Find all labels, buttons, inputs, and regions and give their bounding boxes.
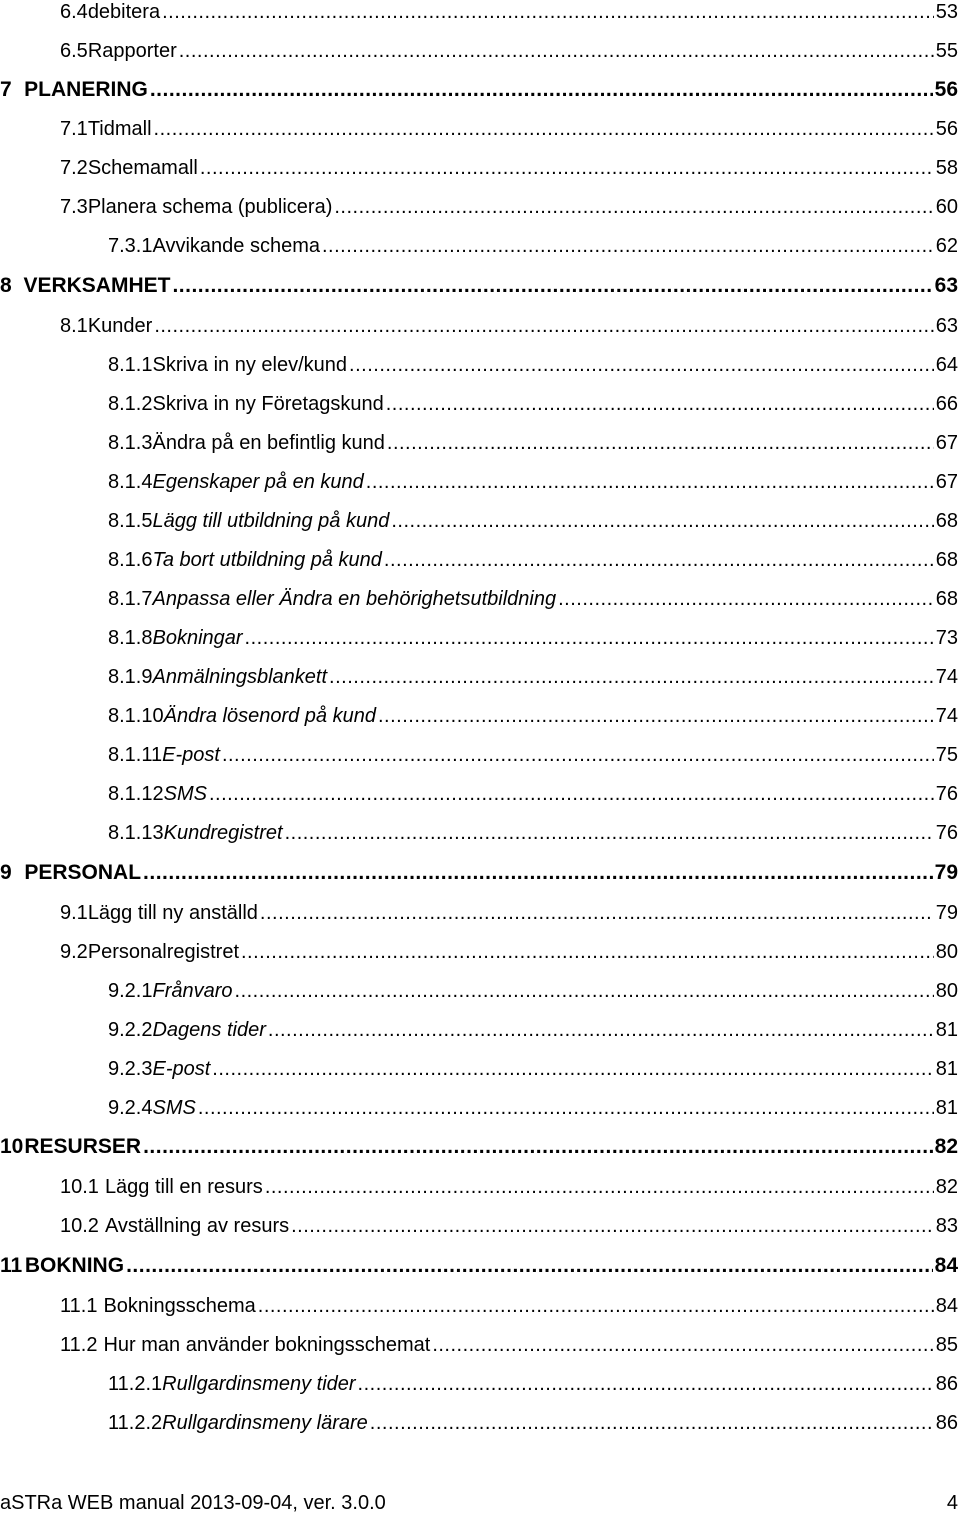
toc-entry[interactable]: 9.2.1 Frånvaro ..... 80	[0, 976, 958, 1006]
toc-entry-title: PLANERING	[24, 78, 148, 101]
toc-entry[interactable]: 10 RESURSER ..... 82	[0, 1132, 958, 1162]
toc-entry-page: 63	[935, 315, 958, 337]
dot-leader	[179, 36, 934, 66]
dot-leader	[245, 623, 934, 653]
dot-leader	[285, 818, 934, 848]
dot-leader	[386, 389, 934, 419]
toc-entry[interactable]: 8.1.5 Lägg till utbildning på kund ..... 68	[0, 506, 958, 536]
toc-entry[interactable]: 8.1.2 Skriva in ny Företagskund ..... 66	[0, 389, 958, 419]
toc-entry[interactable]: 7.3.1 Avvikande schema ..... 62	[0, 231, 958, 261]
toc-entry[interactable]: 10.1 Lägg till en resurs ..... 82	[0, 1172, 958, 1202]
toc-entry-title: Ta bort utbildning på kund	[152, 549, 382, 571]
toc-entry[interactable]: 11.2 Hur man använder bokningsschemat ..... 85	[0, 1330, 958, 1360]
toc-entry-page: 75	[935, 744, 958, 766]
toc-entry-title: Ändra på en befintlig kund	[152, 432, 385, 454]
dot-leader	[349, 350, 934, 380]
toc-entry-title: SMS	[152, 1097, 196, 1119]
toc-entry-title: RESURSER	[24, 1135, 142, 1158]
toc-entry-page: 67	[935, 432, 958, 454]
toc-entry[interactable]: 8.1.13 Kundregistret ..... 76	[0, 818, 958, 848]
toc-entry-title: Rullgardinsmeny lärare	[162, 1412, 368, 1434]
toc-entry-title: Rapporter	[87, 40, 177, 62]
toc-entry[interactable]: 9 PERSONAL ..... 79	[0, 858, 958, 888]
toc-entry-page: 79	[934, 861, 958, 884]
toc-entry[interactable]: 10.2 Avställning av resurs ..... 83	[0, 1211, 958, 1241]
dot-leader	[384, 545, 934, 575]
toc-entry-page: 64	[935, 354, 958, 376]
toc-entry-page: 68	[935, 549, 958, 571]
toc-entry-page: 60	[935, 196, 958, 218]
dot-leader	[198, 1093, 934, 1123]
toc-entry-title: Bokningar	[152, 627, 243, 649]
toc-entry[interactable]: 9.2.3 E-post ..... 81	[0, 1054, 958, 1084]
toc-entry-page: 80	[935, 941, 958, 963]
toc-entry[interactable]: 9.2.4 SMS ..... 81	[0, 1093, 958, 1123]
toc-entry-page: 73	[935, 627, 958, 649]
dot-leader	[432, 1330, 933, 1360]
toc-entry-page: 76	[935, 822, 958, 844]
toc-entry-page: 83	[935, 1215, 958, 1237]
dot-leader	[162, 0, 934, 27]
toc-entry-title: debitera	[87, 1, 161, 23]
toc-entry-page: 85	[935, 1334, 958, 1356]
dot-leader	[265, 1172, 934, 1202]
toc-entry-page: 53	[935, 1, 958, 23]
toc-entry-page: 86	[935, 1373, 958, 1395]
toc-entry[interactable]: 8.1.7 Anpassa eller Ändra en behörighetsutbildning ..... 68	[0, 584, 958, 614]
dot-leader	[143, 858, 933, 888]
dot-leader	[370, 1408, 934, 1438]
toc-entry-title: E-post	[162, 744, 220, 766]
toc-entry-page: 63	[934, 274, 958, 297]
dot-leader	[268, 1015, 934, 1045]
toc-entry-page: 80	[935, 980, 958, 1002]
dot-leader	[258, 1291, 934, 1321]
dot-leader	[387, 428, 934, 458]
dot-leader	[200, 153, 934, 183]
toc-entry-page: 62	[935, 235, 958, 257]
toc-entry-page: 81	[935, 1097, 958, 1119]
toc-entry-title: Planera schema (publicera)	[87, 196, 333, 218]
toc-entry[interactable]: 6.4 debitera ..... 53	[0, 0, 958, 27]
toc-entry-page: 84	[935, 1295, 958, 1317]
toc-entry-page: 76	[935, 783, 958, 805]
page-footer	[0, 1488, 958, 1518]
toc-entry-page: 81	[935, 1058, 958, 1080]
toc-entry-page: 68	[935, 510, 958, 532]
toc-entry[interactable]: 8.1.3 Ändra på en befintlig kund ..... 67	[0, 428, 958, 458]
dot-leader	[391, 506, 933, 536]
toc-entry-title: Bokningsschema	[103, 1295, 256, 1317]
toc-entry-title: Rullgardinsmeny tider	[162, 1373, 356, 1395]
toc-entry[interactable]: 8.1.1 Skriva in ny elev/kund ..... 64	[0, 350, 958, 380]
dot-leader	[334, 192, 933, 222]
toc-entry-page: 84	[934, 1254, 958, 1277]
toc-entry-page: 66	[935, 393, 958, 415]
toc-entry-title: Avvikande schema	[152, 235, 320, 257]
toc-entry-page: 56	[935, 118, 958, 140]
toc-entry-page: 55	[935, 40, 958, 62]
dot-leader	[154, 311, 933, 341]
toc-entry[interactable]: 9.1 Lägg till ny anställd ..... 79	[0, 898, 958, 928]
dot-leader	[366, 467, 934, 497]
toc-entry-title: Lägg till en resurs	[104, 1176, 263, 1198]
toc-entry[interactable]: 8.1.4 Egenskaper på en kund ..... 67	[0, 467, 958, 497]
toc-entry[interactable]: 11.1 Bokningsschema ..... 84	[0, 1291, 958, 1321]
toc-entry-title: Anmälningsblankett	[152, 666, 328, 688]
toc-entry[interactable]: 8.1.11 E-post ..... 75	[0, 740, 958, 770]
dot-leader	[143, 1132, 933, 1162]
toc-entry-page: 74	[935, 705, 958, 727]
dot-leader	[126, 1251, 933, 1281]
toc-entry[interactable]: 9.2.2 Dagens tider ..... 81	[0, 1015, 958, 1045]
toc-entry[interactable]: 8 VERKSAMHET ..... 63	[0, 271, 958, 301]
dot-leader	[358, 1369, 934, 1399]
toc-entry-title: Kunder	[87, 315, 153, 337]
toc-entry-page: 81	[935, 1019, 958, 1041]
toc-entry-title: Frånvaro	[152, 980, 233, 1002]
dot-leader	[241, 937, 934, 967]
toc-entry-page: 79	[935, 902, 958, 924]
toc-entry[interactable]: 7.3 Planera schema (publicera) ..... 60	[0, 192, 958, 222]
dot-leader	[235, 976, 934, 1006]
dot-leader	[260, 898, 934, 928]
toc-entry-title: BOKNING	[24, 1254, 125, 1277]
toc-entry[interactable]: 8.1 Kunder ..... 63	[0, 311, 958, 341]
dot-leader	[154, 114, 934, 144]
toc-entry-title: Lägg till utbildning på kund	[152, 510, 390, 532]
dot-leader	[150, 75, 933, 105]
toc-entry[interactable]: 11.2.2 Rullgardinsmeny lärare ..... 86	[0, 1408, 958, 1438]
toc-entry-title: Skriva in ny Företagskund	[152, 393, 384, 415]
toc-entry-title: Dagens tider	[152, 1019, 266, 1041]
dot-leader	[172, 271, 932, 301]
toc-entry-page: 82	[935, 1176, 958, 1198]
toc-entry-title: Hur man använder bokningsschemat	[103, 1334, 431, 1356]
toc-entry-title: Anpassa eller Ändra en behörighetsutbildning	[152, 588, 557, 610]
toc-entry-page: 68	[935, 588, 958, 610]
toc-entry-title: Schemamall	[87, 157, 198, 179]
dot-leader	[222, 740, 934, 770]
toc-entry[interactable]: 7 PLANERING ..... 56	[0, 75, 958, 105]
toc-entry-title: Skriva in ny elev/kund	[152, 354, 348, 376]
toc-entry-title: VERKSAMHET	[23, 274, 171, 297]
toc-entry[interactable]: 8.1.12 SMS ..... 76	[0, 779, 958, 809]
toc-entry-title: Avställning av resurs	[104, 1215, 290, 1237]
toc-entry-title: SMS	[163, 783, 207, 805]
toc-entry[interactable]: 8.1.6 Ta bort utbildning på kund ..... 68	[0, 545, 958, 575]
toc-entry-page: 82	[934, 1135, 958, 1158]
toc-entry-title: Tidmall	[87, 118, 152, 140]
toc-entry[interactable]: 6.5 Rapporter ..... 55	[0, 36, 958, 66]
dot-leader	[291, 1211, 934, 1241]
dot-leader	[329, 662, 934, 692]
toc-entry-page: 86	[935, 1412, 958, 1434]
toc-entry-title: Kundregistret	[163, 822, 283, 844]
footer-page-number: 4	[946, 1492, 958, 1514]
toc-entry-title: E-post	[152, 1058, 211, 1080]
toc-entry-title: PERSONAL	[24, 861, 142, 884]
toc-entry-title: Personalregistret	[87, 941, 239, 963]
dot-leader	[212, 1054, 933, 1084]
toc-entry-page: 56	[934, 78, 958, 101]
toc-entry-title: Lägg till ny anställd	[87, 902, 258, 924]
toc-entry-page: 58	[935, 157, 958, 179]
toc-entry[interactable]: 9.2 Personalregistret ..... 80	[0, 937, 958, 967]
footer-document-title: aSTRa WEB manual 2013-09-04, ver. 3.0.0	[0, 1492, 386, 1514]
toc-entry[interactable]: 7.1 Tidmall ..... 56	[0, 114, 958, 144]
dot-leader	[378, 701, 934, 731]
toc-entry[interactable]: 8.1.8 Bokningar ..... 73	[0, 623, 958, 653]
dot-leader	[209, 779, 934, 809]
dot-leader	[558, 584, 934, 614]
toc-entry[interactable]: 11 BOKNING ..... 84	[0, 1251, 958, 1281]
toc-entry[interactable]: 8.1.10 Ändra lösenord på kund ..... 74	[0, 701, 958, 731]
toc-entry[interactable]: 11.2.1 Rullgardinsmeny tider ..... 86	[0, 1369, 958, 1399]
toc-entry[interactable]: 7.2 Schemamall ..... 58	[0, 153, 958, 183]
toc-entry-page: 67	[935, 471, 958, 493]
toc-entry[interactable]: 8.1.9 Anmälningsblankett ..... 74	[0, 662, 958, 692]
toc-entry-title: Egenskaper på en kund	[152, 471, 364, 493]
toc-entry-title: Ändra lösenord på kund	[163, 705, 376, 727]
dot-leader	[322, 231, 934, 261]
toc-entry-page: 74	[935, 666, 958, 688]
